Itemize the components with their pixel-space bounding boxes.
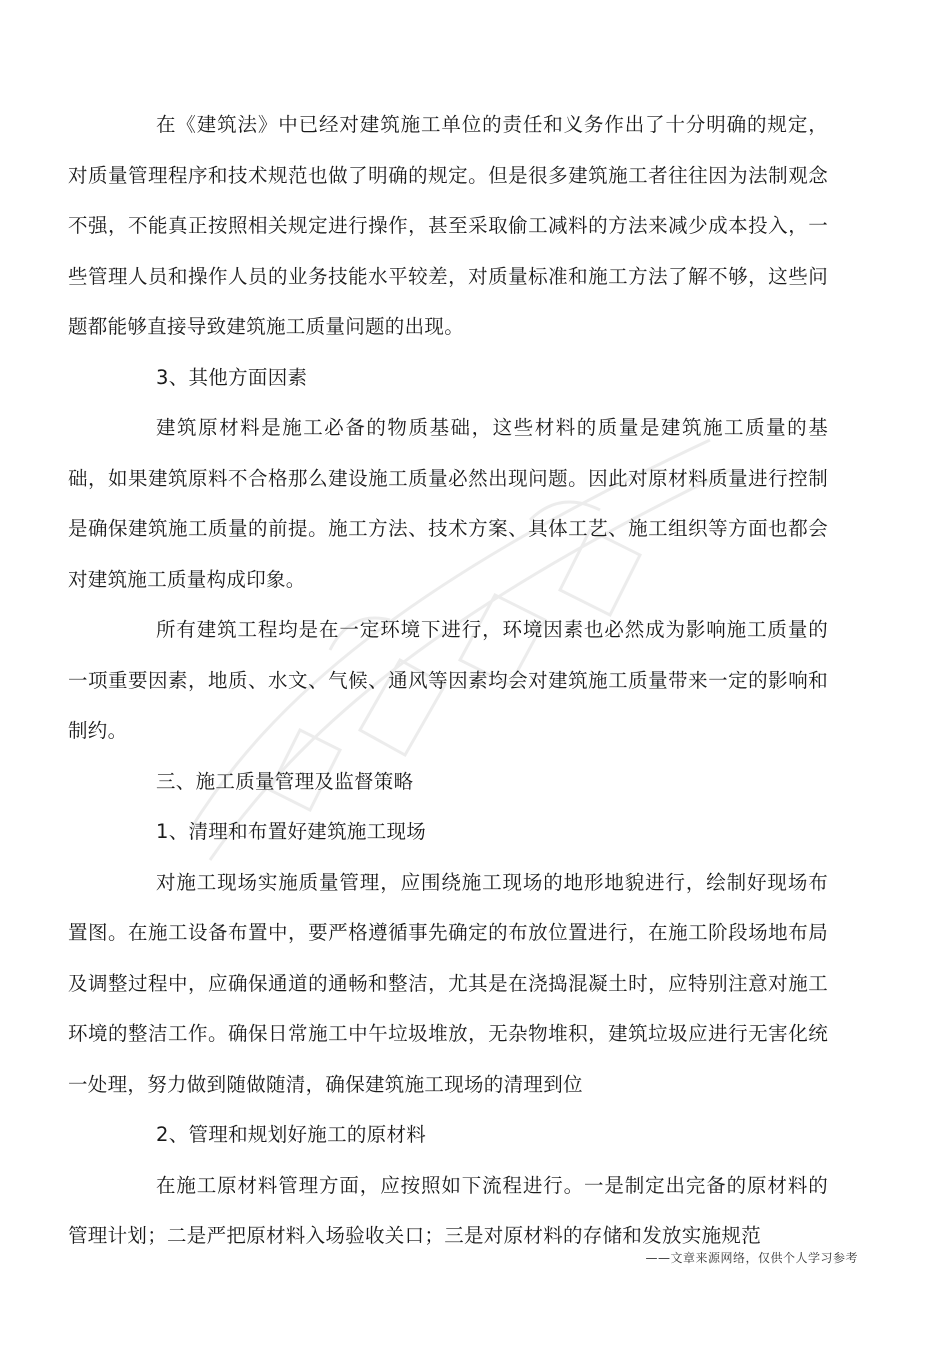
- paragraph-material-process: 在施工原材料管理方面，应按照如下流程进行。一是制定出完备的原材料的管理计划；二是严把原材料入场验收关口；三是对原材料的存储和发放实施规范: [68, 1173, 828, 1247]
- document-body: [68, 100, 828, 1262]
- paragraph-site-management: 对施工现场实施质量管理，应围绕施工现场的地形地貌进行，绘制好现场布置图。在施工设备布置中，要严格遵循事先确定的布放位置进行，在施工阶段场地布局及调整过程中，应确保通道的通畅和整洁，尤其是在浇捣混凝土时，应特别注意对施工环境的整洁工作。确保日常施工中午垃圾堆放，无杂物堆积，建筑垃圾应进行无害化统一处理，努力做到随做随清，确保建筑施工现场的清理到位: [68, 870, 828, 1096]
- heading-material-planning: 2、管理和规划好施工的原材料: [156, 1123, 427, 1146]
- heading-site-cleanup: 1、清理和布置好建筑施工现场: [156, 820, 427, 843]
- paragraph-legal-factors: 在《建筑法》中已经对建筑施工单位的责任和义务作出了十分明确的规定，对质量管理程序和技术规范也做了明确的规定。但是很多建筑施工者往往因为法制观念不强，不能真正按照相关规定进行操作，甚至采取偷工减料的方法来减少成本投入，一些管理人员和操作人员的业务技能水平较差，对质量标准和施工方法了解不够，这些问题都能够直接导致建筑施工质量问题的出现。: [68, 113, 828, 338]
- paragraph-raw-materials: 建筑原材料是施工必备的物质基础，这些材料的质量是建筑施工质量的基础，如果建筑原料不合格那么建设施工质量必然出现问题。因此对原材料质量进行控制是确保建筑施工质量的前提。施工方法、技术方案、具体工艺、施工组织等方面也都会对建筑施工质量构成印象。: [68, 416, 828, 591]
- heading-other-factors: 3、其他方面因素: [156, 365, 308, 389]
- footer-note: ——文章来源网络，仅供个人学习参考: [645, 1251, 858, 1265]
- heading-strategies: 三、施工质量管理及监督策略: [156, 769, 414, 793]
- paragraph-environment: 所有建筑工程均是在一定环境下进行，环境因素也必然成为影响施工质量的一项重要因素，地质、水文、气候、通风等因素均会对建筑施工质量带来一定的影响和制约。: [68, 618, 828, 742]
